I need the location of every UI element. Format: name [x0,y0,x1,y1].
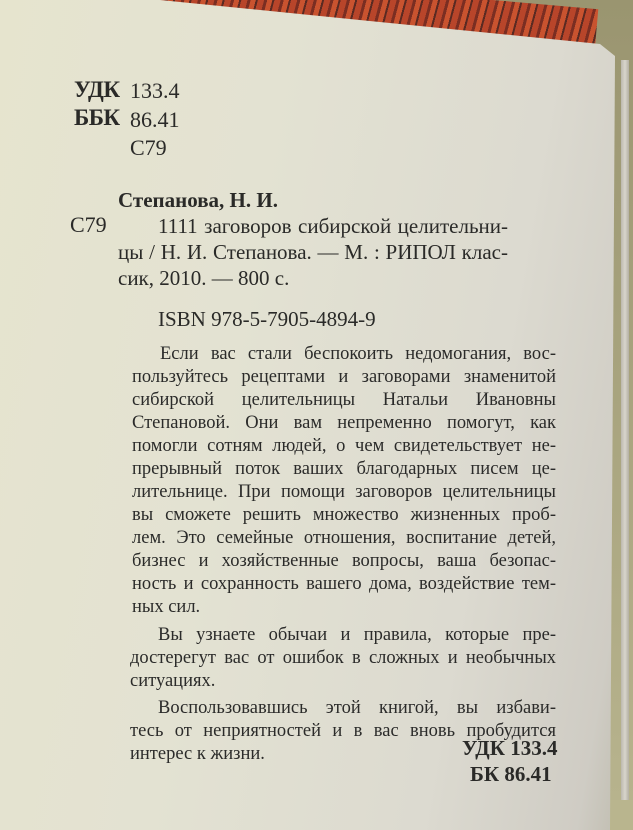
annotation-line: вы сможете решить множество жизненных проб- [132,505,556,525]
bbk-label: ББК [74,105,120,130]
annotation-line: лем. Это семейные отношения, воспитание детей, [132,528,556,548]
annotation-line: достерегут вас от ошибок в сложных и необычных [130,648,556,668]
author-sign: С79 [130,135,167,160]
annotation-line: сибирской целительницы Натальи Ивановны [132,390,556,410]
card-line-3: сик, 2010. — 800 с. [118,266,290,290]
annotation-line: Степановой. Они вам непременно помогут, как [132,413,556,433]
annotation-line: пользуйтесь рецептами и заговорами знаменитой [132,367,556,387]
annotation-line: интерес к жизни. [130,744,265,764]
annotation-line: Если вас стали беспокоить недомогания, вос- [160,344,556,364]
annotation-line: ситуациях. [130,671,216,691]
annotation-line: прерывный поток ваших благодарных писем це- [132,459,556,479]
card-line-1: 1111 заговоров сибирской целительни- [158,214,508,238]
annotation-line: Воспользовавшись этой книгой, вы избави- [158,698,556,718]
author-name: Степанова, Н. И. [118,188,278,212]
annotation-line: бизнес и хозяйственные вопросы, ваша безопас- [132,551,556,571]
annotation-line: лительнице. При помощи заговоров целительницы [132,482,556,502]
bbk-value: 86.41 [130,107,180,132]
card-line-2: цы / Н. И. Степанова. — М. : РИПОЛ клас- [118,240,508,264]
udk-value: 133.4 [130,78,180,103]
footer-bbk: БК 86.41 [470,762,552,786]
annotation-line: Вы узнаете обычаи и правила, которые пре- [158,625,556,645]
annotation-line: ных сил. [132,597,201,617]
isbn: ISBN 978-5-7905-4894-9 [158,307,376,331]
annotation-line: ность и сохранность вашего дома, воздействие тем- [132,574,556,594]
annotation-line: тесь от неприятностей и в вас вновь пробудится [130,721,556,741]
annotation-line: помогли сотням людей, о чем свидетельствует не- [132,436,556,456]
card-author-sign: С79 [70,212,107,237]
footer-udk: УДК 133.4 [462,736,558,760]
udk-label: УДК [74,77,120,102]
